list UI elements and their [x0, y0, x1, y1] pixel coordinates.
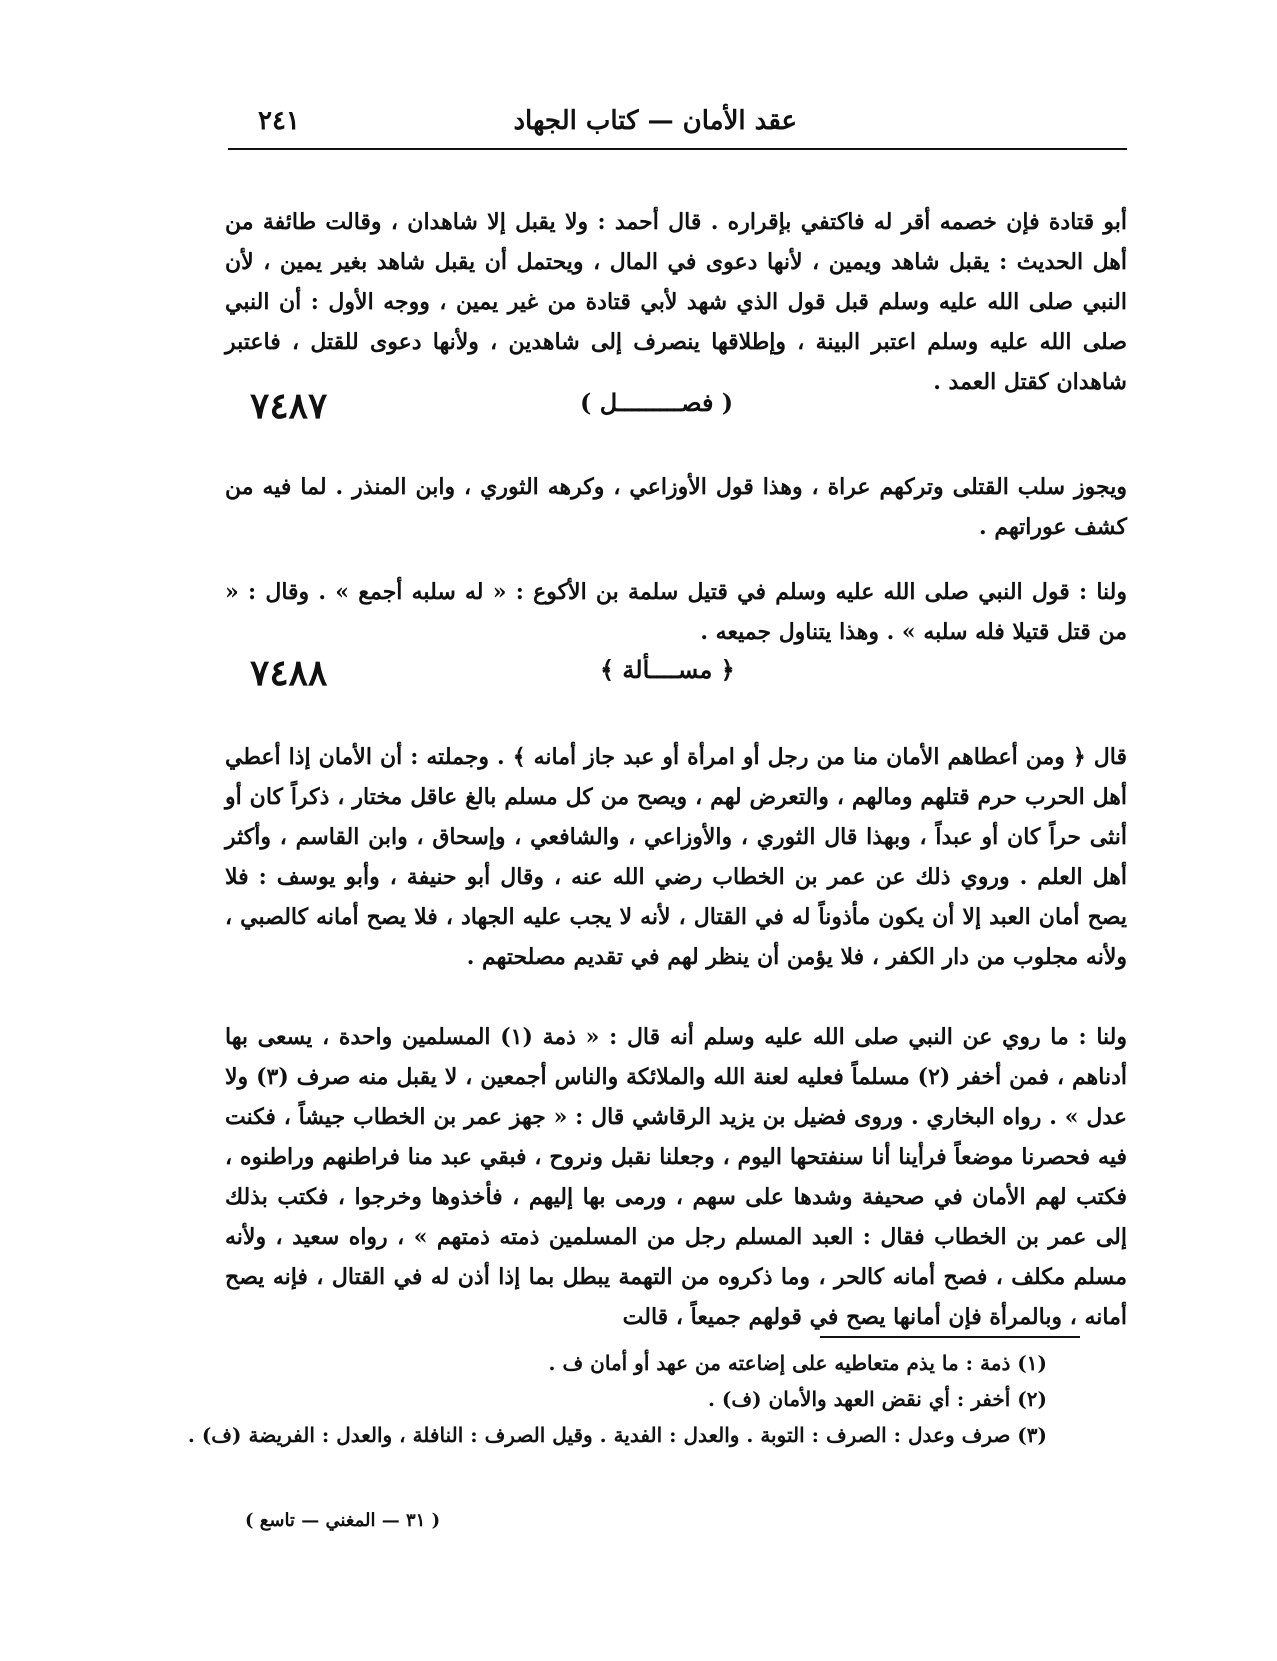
- section-title: ( فصـــــــــل ): [580, 388, 734, 417]
- page-number: ٢٤١: [258, 106, 300, 136]
- section-number: ٧٤٨٨: [250, 652, 328, 694]
- footnote: (١) ذمة : ما يذم متعاطيه على إضاعته من عهد أو أمان ف .: [548, 1351, 1047, 1375]
- paragraph: ويجوز سلب القتلى وتركهم عراة ، وهذا قول الأوزاعي ، وكرهه الثوري ، وابن المنذر . لما فيه من كشف عوراتهم .: [225, 474, 1127, 540]
- paragraph: قال ﴿ ومن أعطاهم الأمان منا من رجل أو امرأة أو عبد جاز أمانه ﴾ . وجملته : أن الأمان إذا أعطي أهل الحرب حرم قتلهم ومالهم ، والتعرض لهم ، ويصح من كل مسلم بالغ عاقل مختار ، ذكراً كان أو أنثى حراً كان أو عبداً ، وبهذا قال الثوري ، والأوزاعي ، والشافعي ، وإسحاق ، وابن القاسم ، وأكثر أهل العلم . وروي ذلك عن عمر بن الخطاب رضي الله عنه ، وقال أبو حنيفة ، وأبو يوسف : فلا يصح أمان العبد إلا أن يكون مأذوناً له في القتال ، لأنه لا يجب عليه الجهاد ، فلا يصح أمانه كالصبي ، ولأنه مجلوب من دار الكفر ، فلا يؤمن أن ينظر لهم في تقديم مصلحتهم .: [225, 744, 1127, 970]
- paragraph: ولنا : ما روي عن النبي صلى الله عليه وسلم أنه قال : « ذمة (١) المسلمين واحدة ، يسعى بها أدناهم ، فمن أخفر (٢) مسلماً فعليه لعنة الله والملائكة والناس أجمعين ، لا يقبل منه صرف (٣) ولا عدل » . رواه البخاري . وروى فضيل بن يزيد الرقاشي قال : « جهز عمر بن الخطاب جيشاً ، فكنت فيه فحصرنا موضعاً فرأينا أنا سنفتحها اليوم ، وجعلنا نقبل ونروح ، فبقي عبد منا فراطنهم وراطنوه ، فكتب لهم الأمان في صحيفة وشدها على سهم ، ورمى بها إليهم ، فأخذوها وخرجوا ، فكتب بذلك إلى عمر بن الخطاب فقال : العبد المسلم رجل من المسلمين ذمته ذمتهم » ، رواه سعيد ، ولأنه مسلم مكلف ، فصح أمانه كالحر ، وما ذكروه من التهمة يبطل بما إذا أذن له في القتال ، فإنه يصح أمانه ، وبالمرأة فإن أمانها يصح في قولهم جميعاً ، قالت: [225, 1024, 1127, 1330]
- footnotes: [187, 1345, 1047, 1453]
- printer-signature: ( ٣١ — المغني — تاسع ): [245, 1510, 441, 1531]
- running-title: عقد الأمان — كتاب الجهاد: [513, 106, 797, 136]
- page-header: [228, 100, 1127, 150]
- section-title: ﴿ مســــألة ﴾: [600, 655, 735, 684]
- paragraph: ولنا : قول النبي صلى الله عليه وسلم في قتيل سلمة بن الأكوع : « له سلبه أجمع » . وقال : « من قتل قتيلا فله سلبه » . وهذا يتناول جميعه .: [225, 579, 1127, 645]
- paragraph: أبو قتادة فإن خصمه أقر له فاكتفي بإقراره . قال أحمد : ولا يقبل إلا شاهدان ، وقالت طائفة من أهل الحديث : يقبل شاهد ويمين ، لأنها دعوى في المال ، ويحتمل أن يقبل شاهد بغير يمين ، لأن النبي صلى الله عليه وسلم قبل قول الذي شهد لأبي قتادة من غير يمين ، ووجه الأول : أن النبي صلى الله عليه وسلم اعتبر البينة ، وإطلاقها ينصرف إلى شاهدين ، ولأنها دعوى للقتل ، فاعتبر شاهدان كقتل العمد .: [225, 209, 1128, 395]
- footnote: (٣) صرف وعدل : الصرف : التوبة . والعدل : الفدية . وقيل الصرف : النافلة ، والعدل : الفريضة (ف) .: [187, 1423, 1047, 1447]
- section-number: ٧٤٨٧: [250, 385, 328, 427]
- footnote: (٢) أخفر : أي نقض العهد والأمان (ف) .: [708, 1387, 1047, 1411]
- footnote-divider: [820, 1336, 1080, 1338]
